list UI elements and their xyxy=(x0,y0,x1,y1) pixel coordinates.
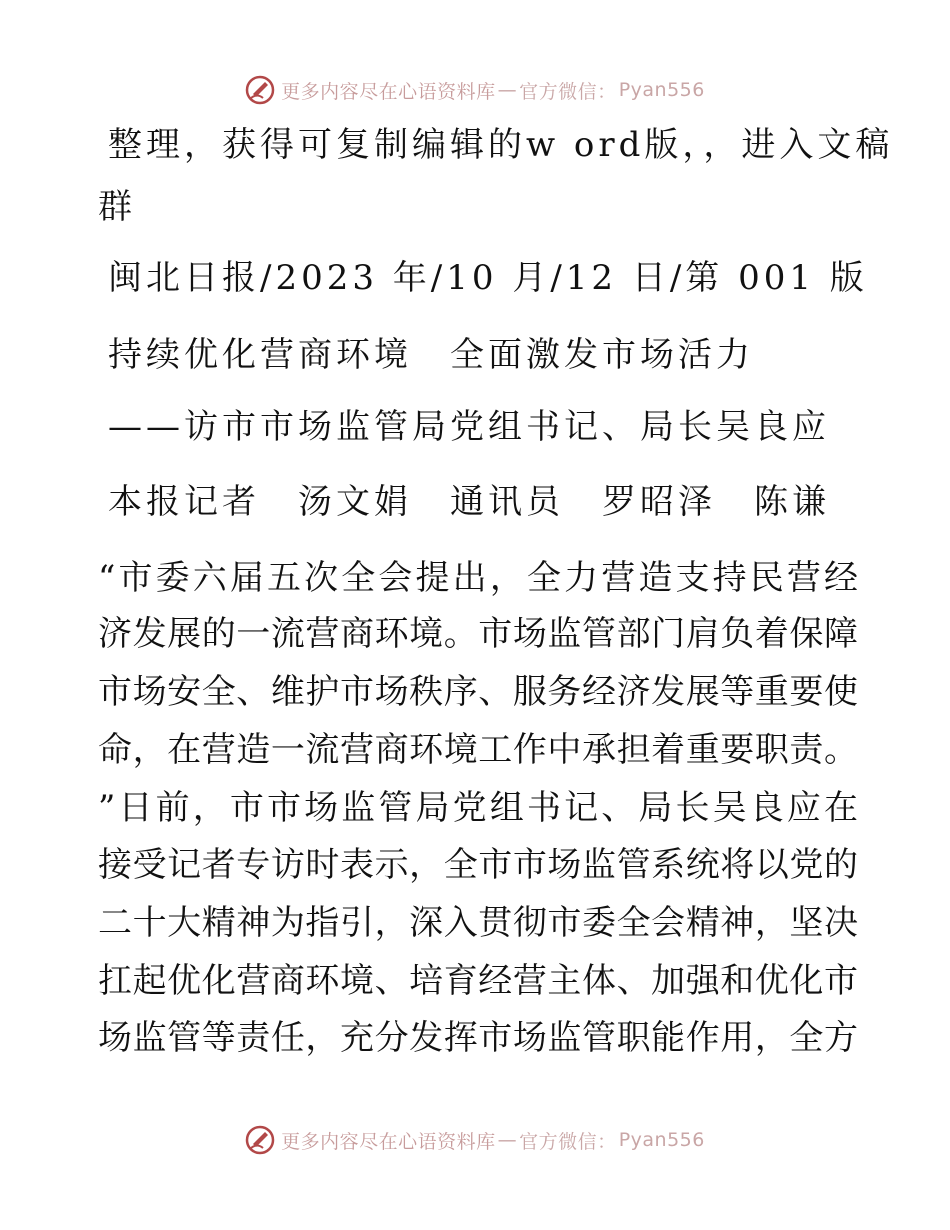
body-line: ”日前，市市场监管局党组书记、局长吴良应在 xyxy=(98,788,858,828)
body-line: 命，在营造一流营商环境工作中承担着重要职责。 xyxy=(98,730,858,770)
body-line: “市委六届五次全会提出，全力营造支持民营经 xyxy=(98,558,858,598)
body-line: 二十大精神为指引，深入贯彻市委全会精神，坚决 xyxy=(98,903,858,943)
article-subtitle: ——访市市场监管局党组书记、局长吴良应 xyxy=(108,407,830,447)
intro-line-1: 整理，获得可复制编辑的w ord版，，进入文稿 xyxy=(108,125,894,165)
source-line: 闽北日报/2023 年/10 月/12 日/第 001 版 xyxy=(108,258,868,298)
article-title: 持续优化营商环境 全面激发市场活力 xyxy=(108,335,754,375)
intro-line-2: 群 xyxy=(98,187,136,227)
body-line: 市场安全、维护市场秩序、服务经济发展等重要使 xyxy=(98,672,858,712)
book-pen-logo-icon xyxy=(245,1125,275,1155)
body-line: 场监管等责任，充分发挥市场监管职能作用，全方 xyxy=(98,1018,858,1058)
banner-dash: — xyxy=(497,79,518,101)
banner-slogan: 更多内容尽在心语资料库 xyxy=(281,80,496,103)
body-line: 济发展的一流营商环境。市场监管部门肩负着保障 xyxy=(98,614,858,654)
banner-wechat-id: Pyan556 xyxy=(618,79,705,101)
banner-wechat-id: Pyan556 xyxy=(618,1129,705,1151)
banner-wechat-label: 官方微信： xyxy=(519,1130,617,1153)
book-pen-logo-icon xyxy=(245,75,275,105)
banner-wechat-label: 官方微信： xyxy=(519,80,617,103)
body-line: 扛起优化营商环境、培育经营主体、加强和优化市 xyxy=(98,961,858,1001)
footer-watermark-banner xyxy=(0,1120,950,1160)
banner-dash: — xyxy=(497,1129,518,1151)
body-line: 接受记者专访时表示，全市市场监管系统将以党的 xyxy=(98,845,858,885)
byline: 本报记者 汤文娟 通讯员 罗昭泽 陈谦 xyxy=(108,482,830,522)
banner-slogan: 更多内容尽在心语资料库 xyxy=(281,1130,496,1153)
header-watermark-banner xyxy=(0,70,950,110)
